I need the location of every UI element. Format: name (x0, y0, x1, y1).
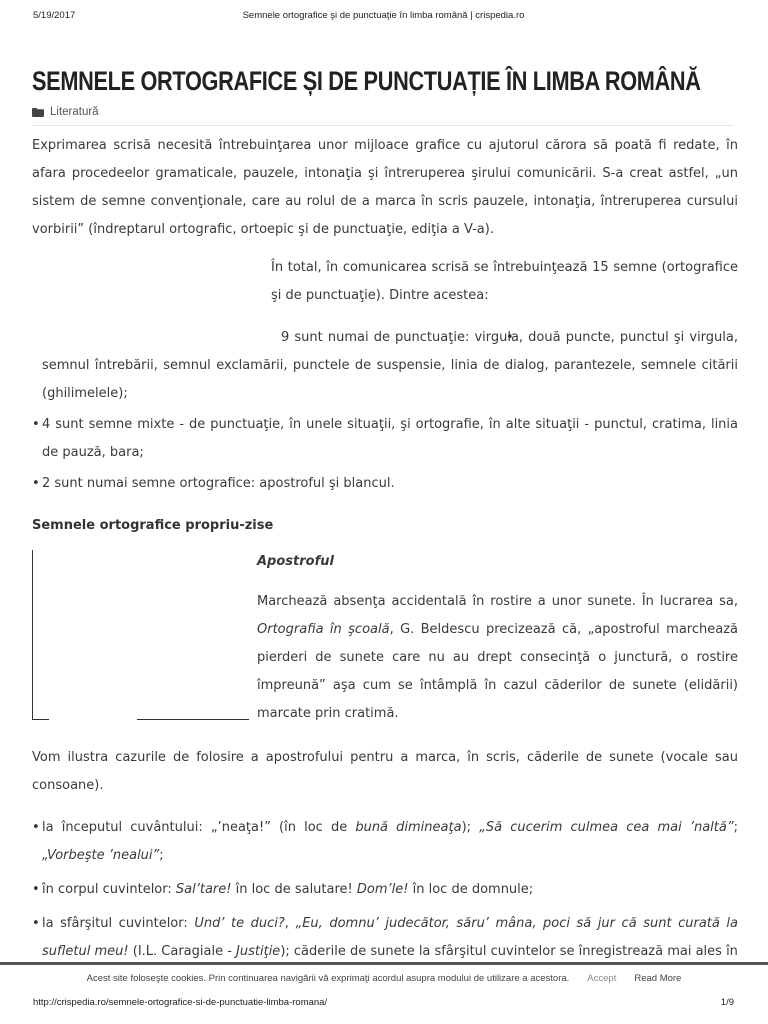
illustrate-paragraph: Vom ilustra cazurile de folosire a apostrofului pentru a marca, în scris, căderile de sunete (vocale sau consoane). (32, 750, 738, 793)
sign-count-list (32, 324, 738, 498)
accept-cookies-button[interactable]: Accept (587, 973, 617, 984)
list-item: • în corpul cuvintelor: Sal’tare! în loc de salutare! Dom’le! în loc de domnule; (32, 876, 738, 904)
total-paragraph: În total, în comunicarea scrisă se întrebuinţează 15 semne (ortografice şi de punctuaţie). Dintre acestea: (271, 260, 738, 303)
print-page-title: Semnele ortografice şi de punctuaţie în limba română | crispedia.ro (242, 10, 525, 21)
cookie-message: Acest site foloseşte cookies. Prin continuarea navigării vă exprimaţi acordul asupra modului de utilizare a acestora. (86, 973, 570, 984)
list-item: • 4 sunt semne mixte - de punctuaţie, în unele situaţii, şi ortografie, în alte situaţii - punctul, cratima, linia de pauză, bara; (32, 411, 738, 467)
apostrof-heading: Apostroful (257, 554, 334, 569)
folder-icon (32, 108, 44, 117)
title-divider (32, 125, 734, 126)
intro-paragraph: Exprimarea scrisă necesită întrebuinţarea unor mijloace grafice cu ajutorul cărora să poată fi redate, în afara procedeelor gramaticale, pauzele, intonaţia şi întreruperea şirului comunicării. S-a creat astfel, „un sistem de semne convenţionale, care au rolul de a marca în scris pauzele, intonaţia, întreruperea cursului vorbirii” (îndreptarul ortografic, ortoepic şi de punctuaţie, ediţia a V-a). (32, 138, 738, 237)
read-more-link[interactable]: Read More (634, 973, 682, 984)
work-title: Ortografia în şcoală (257, 622, 390, 637)
apostrof-block (32, 548, 738, 740)
apostrof-paragraph: Marchează absenţa accidentală în rostire a unor sunete. În lucrarea sa, Ortografia în şcoală, G. Beldescu precizează că, „apostroful marchează pierderi de sunete care nu au drept consecinţă o junctură, o rostire împreună” aşa cum se întâmplă în cazul căderilor de sunete (elidării) marcate prin cratimă. (257, 594, 738, 721)
print-header (33, 10, 734, 26)
list-item: • la sfârşitul cuvintelor: Und’ te duci?, „Eu, domnu’ judecător, săru’ mâna, poci să jur că sunt curată la sufletul meu! (I.L. Caragiale - Justiţie); căderile de sunete la sfârşitul cuvintelor se înregistrează mai ales în (32, 910, 738, 966)
print-date: 5/19/2017 (33, 10, 76, 21)
page-number: 1/9 (720, 997, 734, 1008)
cookie-consent-bar (0, 962, 768, 992)
article-title: SEMNELE ORTOGRAFICE ȘI DE PUNCTUAȚIE ÎN LIMBA ROMÂNĂ (32, 66, 701, 96)
print-footer (33, 997, 734, 1011)
category-link[interactable]: Literatură (50, 106, 99, 118)
image-placeholder (32, 550, 249, 720)
article-body (32, 132, 738, 972)
list-item: • 2 sunt numai semne ortografice: apostroful şi blancul. (32, 470, 738, 498)
apostrophe-cases-list (32, 814, 738, 966)
list-item: • 9 sunt numai de punctuaţie: virgula, două puncte, punctul şi virgula, semnul întrebării, semnul exclamării, punctele de suspensie, linia de dialog, parantezele, semnele citării (ghilimelele); (42, 324, 738, 408)
section-heading: Semnele ortografice propriu-zise (32, 518, 274, 533)
apostrof-text (257, 548, 738, 728)
page-url: http://crispedia.ro/semnele-ortografice-si-de-punctuatie-limba-romana/ (33, 997, 328, 1008)
category-row (32, 106, 99, 118)
list-item: • la începutul cuvântului: „’neaţa!” (în loc de bună dimineaţa); „Să cucerim culmea cea mai ’naltă”; „Vorbeşte ’nealui”; (32, 814, 738, 870)
